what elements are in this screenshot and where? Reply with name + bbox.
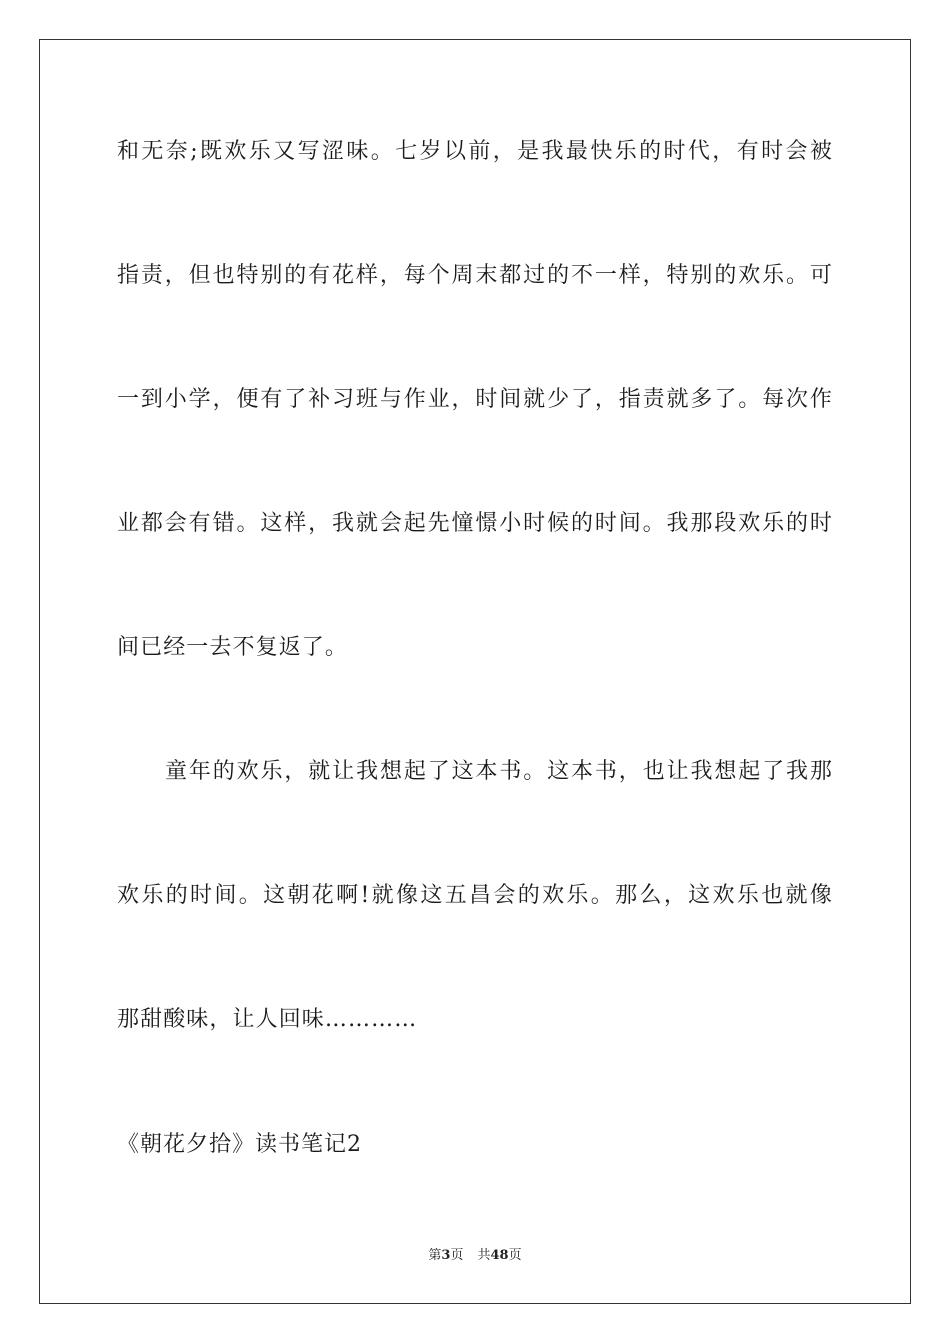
section-heading: 《朝花夕拾》读书笔记2 <box>117 1132 362 1157</box>
text-line: 那甜酸味，让人回味………… <box>117 1007 418 1032</box>
total-suffix: 页 <box>508 1248 522 1263</box>
page-footer <box>0 1247 950 1265</box>
text-line: 童年的欢乐，就让我想起了这本书。这本书，也让我想起了我那 <box>165 759 833 784</box>
page-suffix: 页 <box>450 1248 464 1263</box>
text-line: 间已经一去不复返了。 <box>117 635 349 660</box>
page-prefix: 第 <box>428 1248 442 1263</box>
page-border <box>39 39 911 1304</box>
text-line: 指责，但也特别的有花样，每个周末都过的不一样，特别的欢乐。可 <box>117 263 833 288</box>
text-line: 一到小学，便有了补习班与作业，时间就少了，指责就多了。每次作 <box>117 387 833 412</box>
text-line: 和无奈;既欢乐又写涩味。七岁以前，是我最快乐的时代，有时会被 <box>117 139 833 164</box>
page-number: 3 <box>441 1248 451 1263</box>
total-pages: 48 <box>490 1248 509 1263</box>
total-prefix: 共 <box>477 1248 491 1263</box>
text-line: 欢乐的时间。这朝花啊!就像这五昌会的欢乐。那么，这欢乐也就像 <box>117 883 833 908</box>
text-line: 业都会有错。这样，我就会起先憧憬小时候的时间。我那段欢乐的时 <box>117 511 833 536</box>
